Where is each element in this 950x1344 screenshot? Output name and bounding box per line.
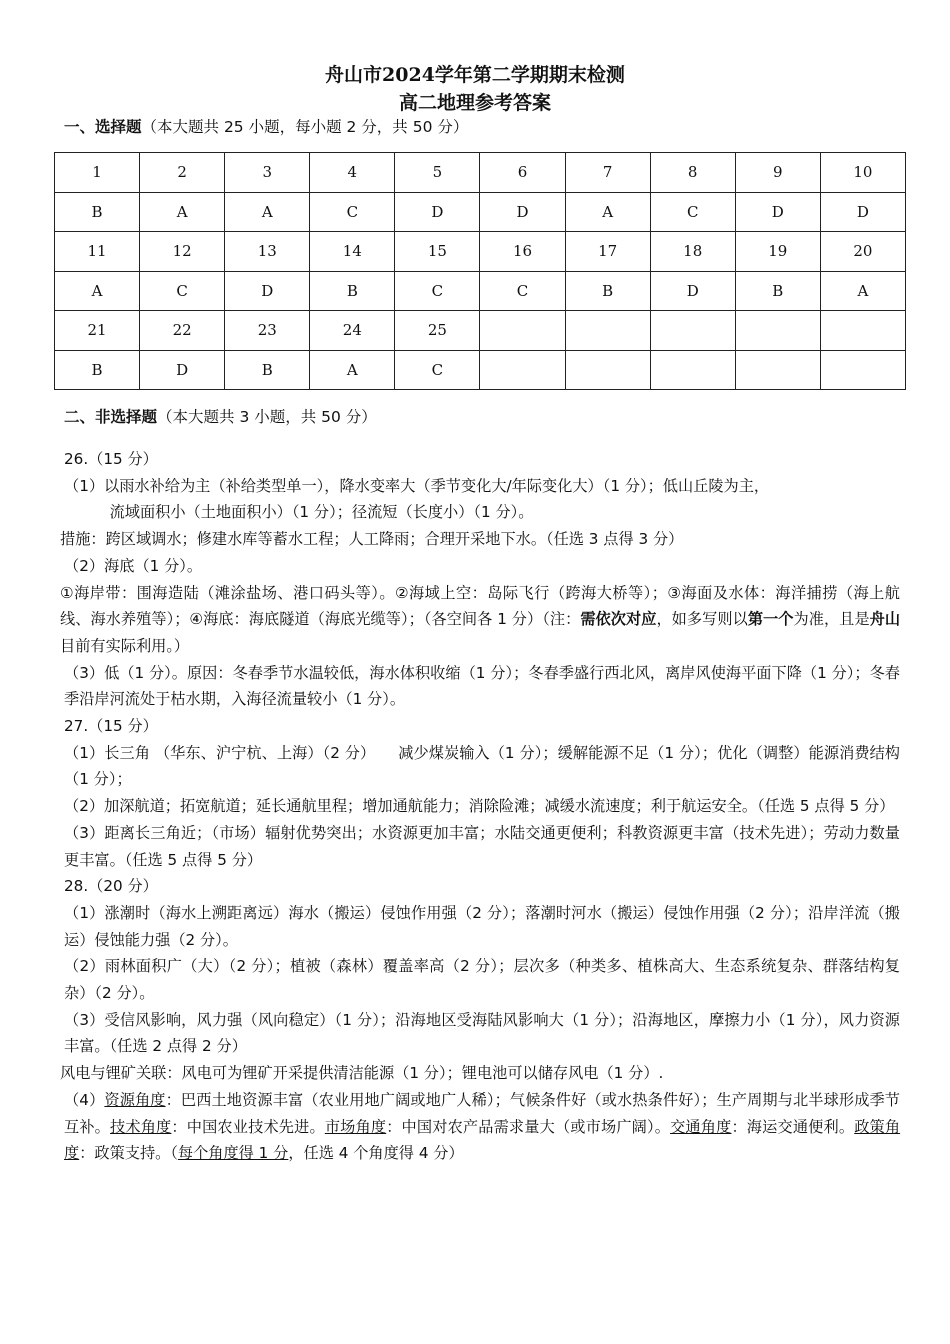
q26-part2-text: 目前有实际利用。） [60,636,190,655]
table-cell: 10 [820,153,905,193]
q28-part1: （1）涨潮时（海水上溯距离远）海水（搬运）侵蚀作用强（2 分）；落潮时河水（搬运）侵蚀作用强（2 分）；沿岸洋流（搬运）侵蚀能力强（2 分）。 [64,903,900,949]
table-cell: 22 [140,311,225,351]
answer-table [54,152,906,390]
table-cell: 21 [55,311,140,351]
table-cell: C [140,271,225,311]
answer-body [60,446,901,1167]
q28-angle-label: 交通角度 [670,1117,732,1136]
table-cell: 3 [225,153,310,193]
q27-part2: （2）加深航道；拓宽航道；延长通航里程；增加通航能力；消除险滩；减缓水流速度；利于航运安全。（任选 5 点得 5 分） [64,797,895,816]
table-cell: D [735,192,820,232]
table-cell: B [565,271,650,311]
q26-part1: （1）以雨水补给为主（补给类型单一），降水变率大（季节变化大/年际变化大）（1 分）；低山丘陵为主， [64,476,770,495]
table-row [55,311,906,351]
table-cell: 9 [735,153,820,193]
table-cell: C [395,350,480,390]
q26-emphasis: 舟山 [869,610,901,629]
table-row [55,232,906,272]
table-row [55,153,906,193]
table-cell: A [820,271,905,311]
table-cell: 1 [55,153,140,193]
table-cell: A [55,271,140,311]
table-cell: D [480,192,565,232]
q28-part4-text: ，任选 4 个角度得 4 分） [288,1144,464,1163]
q28-part4 [64,1087,900,1167]
q28-scoring-note: 每个角度得 1 分 [177,1144,289,1163]
table-cell: 6 [480,153,565,193]
table-cell: A [140,192,225,232]
table-cell: 12 [140,232,225,272]
table-cell: 4 [310,153,395,193]
section-1-note: （本大题共 25 小题，每小题 2 分，共 50 分） [141,118,469,136]
q27-part3: （3）距离长三角近；（市场）辐射优势突出；水资源更加丰富；水陆交通更便利；科教资源更丰富（技术先进）；劳动力数量更丰富。（任选 5 点得 5 分） [64,823,900,869]
table-cell: B [310,271,395,311]
table-cell: C [480,271,565,311]
table-cell: C [310,192,395,232]
table-cell: D [225,271,310,311]
table-cell [565,350,650,390]
q28-angle-label: 技术角度 [110,1117,172,1136]
q26-emphasis: 需依次对应 [580,610,657,629]
page-title: 舟山市2024学年第二学期期末检测 [325,64,625,86]
q28-part3: （3）受信风影响，风力强（风向稳定）（1 分）；沿海地区受海陆风影响大（1 分）；沿海地区，摩擦力小（1 分），风力资源丰富。（任选 2 点得 2 分） [64,1010,900,1056]
q26-part2-text: 为准，且是 [793,610,870,629]
table-row [55,192,906,232]
table-cell: D [820,192,905,232]
table-cell: B [55,350,140,390]
table-cell [735,311,820,351]
q28-angle-label: 资源角度 [104,1090,166,1109]
q28-part4-text: ：中国对农产品需求量大（或市场广阔）。 [386,1117,671,1136]
q27-heading: 27.（15 分） [64,717,158,736]
q28-part4-text: ：中国农业技术先进。 [171,1117,325,1136]
table-cell [820,350,905,390]
table-cell [650,350,735,390]
section-2-note: （本大题共 3 小题，共 50 分） [157,408,377,426]
q26-part2-text: ，如多写则以 [656,610,748,629]
q26-part1-cont: 流域面积小（土地面积小）（1 分）；径流短（长度小）（1 分）。 [109,503,534,522]
table-cell: 13 [225,232,310,272]
table-row [55,271,906,311]
table-cell: A [565,192,650,232]
table-cell [820,311,905,351]
table-cell: B [225,350,310,390]
q28-part4-text: ：政策支持。（ [79,1144,178,1163]
table-cell: D [140,350,225,390]
table-cell [650,311,735,351]
table-cell [480,350,565,390]
q28-angle-label: 市场角度 [324,1117,387,1136]
table-cell: 16 [480,232,565,272]
q28-part4-text: ：海运交通便利。 [731,1117,855,1136]
q26-part2-detail [60,580,900,660]
table-cell [480,311,565,351]
q28-wind-lithium: 风电与锂矿关联：风电可为锂矿开采提供清洁能源（1 分）；锂电池可以储存风电（1 分）. [60,1064,664,1083]
table-cell: 14 [310,232,395,272]
table-cell: 2 [140,153,225,193]
table-cell: 5 [395,153,480,193]
table-cell: 11 [55,232,140,272]
table-cell: 18 [650,232,735,272]
table-cell: A [225,192,310,232]
q27-part1: （1）长三角 （华东、沪宁杭、上海）（2 分） 减少煤炭输入（1 分）；缓解能源不足（1 分）；优化（调整）能源消费结构（1 分）； [64,743,900,789]
table-cell: 8 [650,153,735,193]
table-cell [565,311,650,351]
q26-heading: 26.（15 分） [64,450,158,468]
q26-part2: （2）海底（1 分）。 [64,556,203,575]
section-1-label: 一、选择题 [64,118,142,136]
table-cell: 7 [565,153,650,193]
table-cell: 20 [820,232,905,272]
section-2-label: 二、非选择题 [64,408,158,426]
page-subtitle: 高二地理参考答案 [398,92,551,114]
table-cell: C [650,192,735,232]
table-cell: 24 [310,311,395,351]
table-cell: 23 [225,311,310,351]
table-cell: D [650,271,735,311]
table-cell: 17 [565,232,650,272]
section-2-heading [64,406,377,428]
q26-measures: 措施：跨区域调水；修建水库等蓄水工程；人工降雨；合理开采地下水。（任选 3 点得 3 分） [60,530,684,549]
section-1-heading [64,116,468,138]
q28-heading: 28.（20 分） [64,877,158,896]
table-row [55,350,906,390]
table-cell: B [735,271,820,311]
q26-part3: （3）低（1 分）。原因：冬春季节水温较低，海水体积收缩（1 分）；冬春季盛行西北风，离岸风使海平面下降（1 分）；冬春季沿岸河流处于枯水期，入海径流量较小（1 分）。 [64,663,900,709]
table-cell: A [310,350,395,390]
q26-part2-text: ①海岸带：围海造陆（滩涂盐场、港口码头等）。②海域上空：岛际飞行（跨海大桥等）；③海面及水体：海洋捕捞（海上航线、海水养殖等）；④海底：海底隧道（海底光缆等）；（各空间各 1 分）（注： [60,583,900,629]
q26-emphasis: 第一个 [747,610,794,629]
q28-part2: （2）雨林面积广（大）（2 分）；植被（森林）覆盖率高（2 分）；层次多（种类多、植株高大、生态系统复杂、群落结构复杂）（2 分）。 [64,957,900,1003]
q28-part4-text: （4） [64,1090,105,1109]
table-cell: 15 [395,232,480,272]
table-cell: D [395,192,480,232]
table-cell [735,350,820,390]
q28-part4-text: ：巴西土地资源丰富（农业用地广阔或地广人稀）；气候条件好（或水热条件好）；生产周期与北半球形成季节互补。 [64,1090,900,1136]
table-cell: B [55,192,140,232]
table-cell: C [395,271,480,311]
table-cell: 25 [395,311,480,351]
q28-angle-label: 政策角度 [64,1117,901,1163]
table-cell: 19 [735,232,820,272]
